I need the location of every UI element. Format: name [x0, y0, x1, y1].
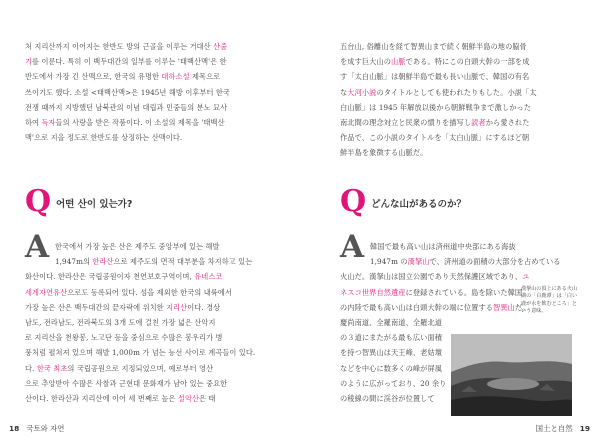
right-footer: [536, 423, 590, 434]
right-answer-line-3: 火山だ。漢拏山は国立公園であり天然保護区域であり、ユ: [340, 272, 530, 282]
left-answer-line-4: 세계자연유산으로도 등록되어 있다. 섬을 제외한 한국의 내륙에서: [25, 287, 232, 297]
left-answer-line-8: 풍처럼 펼쳐져 있으며 해발 1,000m 가 넘는 능선 사이로 계곡들이 있다.: [25, 348, 256, 358]
right-question-text: どんな山があるのか？: [371, 199, 467, 210]
right-answer-line-8: を持つ智異山は天王峰、老姑壇: [340, 348, 443, 358]
right-intro-line-8: 鮮半島を象徴する山脈だ。: [340, 148, 428, 158]
left-question-text: 어떤 산이 있는가?: [56, 199, 133, 210]
left-answer-line-3: 화산이다. 한라산은 국립공원이자 천연보호구역이며, 유네스코: [25, 272, 223, 282]
photo-caption: 漢拏山の頂上にある火山湖の「白鹿潭」は「白い鹿が水を飲むところ」という意味。: [521, 286, 578, 314]
left-intro-line-5: 전쟁 때까지 지방했던 남북관의 이념 대립과 민중들의 분노 묘사: [25, 102, 228, 112]
left-intro-line-6: 하여 독자들의 사랑을 받은 작품이다. 이 소설의 제목을 '태백산: [25, 118, 225, 128]
left-answer-line-11: 산이다. 한라산과 지리산에 이어 세 번째로 높은 설악산은 태: [25, 394, 216, 404]
left-answer-line-1: 한국에서 가장 높은 산은 제주도 중앙부에 있는 해발: [55, 242, 220, 251]
left-answer-line-10: 으로 추앙받아 수많은 사찰과 근현대 문화재가 남아 있는 중요한: [25, 378, 228, 388]
left-page-number: 18: [9, 424, 20, 433]
right-intro-line-5: 白山脈」は 1945 年解放以後から朝鮮戦争まで激しかった: [340, 102, 532, 112]
left-answer-paragraph: [25, 239, 277, 406]
right-answer-line-9: などを中心に数多くの峰が屏風: [340, 363, 443, 373]
right-intro-line-4: な大河小説のタイトルとしても使われたりもした。小説「太: [340, 87, 537, 97]
left-answer-line-7: 로 지리산을 천왕봉, 노고단 등을 중심으로 수많은 봉우리가 병: [25, 333, 223, 343]
right-intro-line-1: 五台山, 俗離山を経て智異山まで続く朝鮮半島の地の脇骨: [340, 42, 527, 51]
left-intro-line-2: 기를 이룬다. 특히 이 백두대간의 일부를 이루는 '태백산맥'은 한: [25, 57, 227, 67]
left-answer-a-letter: A: [25, 229, 50, 265]
left-intro-line-7: 맥'으로 지을 정도로 한반도를 상징하는 산맥이다.: [25, 133, 183, 143]
right-page-number: 19: [579, 424, 590, 433]
left-intro-line-3: 반도에서 가장 긴 산맥으로, 한국의 유명한 대하소설 제목으로: [25, 72, 221, 82]
crater-landscape-image: [451, 334, 572, 416]
left-footer: [9, 423, 64, 434]
right-intro-line-2: を成す巨大山の山脈である。特にこの白頭大幹の一部を成: [340, 57, 530, 67]
right-running-title: 国土と自然: [535, 424, 573, 433]
right-answer-line-5: の内陸で最も高い山は白頭大幹の端に位置する智異山だ。: [340, 302, 530, 312]
right-answer-line-11: の稜線の間に渓谷が位置して: [340, 394, 435, 404]
right-answer-line-4: ネスコ世界自然遺産に登録されている。島を除いた韓国: [340, 287, 523, 297]
right-answer-a-letter: A: [340, 229, 365, 265]
right-intro-line-7: 作品で、この小説のタイトルを「太白山脈」にするほど朝: [340, 133, 530, 143]
right-answer-line-6: 慶尚南道、全羅南道、全羅北道: [340, 318, 443, 328]
question-q-letter: Q: [25, 184, 52, 219]
left-running-title: 국토와 자연: [26, 424, 65, 433]
right-intro-paragraph: [340, 39, 582, 161]
right-answer-line-10: のように広がっており、20 余り: [340, 378, 447, 388]
right-intro-line-3: す「太白山脈」は朝鮮半島で最も長い山脈で、韓国の有名: [340, 72, 530, 82]
right-question-heading: [340, 184, 582, 219]
left-intro-paragraph: [25, 39, 277, 145]
left-intro-line-4: 쓰이기도 했다. 소설 <태백산맥>은 1945년 해방 이후부터 한국: [25, 87, 230, 97]
left-question-heading: [25, 184, 277, 219]
right-answer-line-1: 韓国で最も高い山は済州道中央部にある海抜: [370, 242, 516, 251]
left-answer-line-2: 1,947m의 한라산으로 제주도의 면적 대부분을 차지하고 있는: [55, 257, 253, 267]
left-answer-line-5: 가장 높은 산은 백두대간의 끝자락에 위치한 지리산이다. 경상: [25, 302, 221, 312]
left-intro-line-1: 처 지리산까지 이어지는 한반도 방의 근골을 이루는 거대산 산줄: [25, 42, 228, 51]
right-answer-line-7: の３道にまたがる最も広い面積: [340, 333, 443, 343]
baengnokdam-crater-photo: [451, 334, 572, 416]
left-answer-line-9: 다. 한국 최초의 국립공원으로 지정되었으며, 예로부터 영산: [25, 363, 214, 373]
right-answer-line-2: 1,947m の漢拏山で、済州道の面積の大部分を占めている: [370, 257, 561, 267]
right-intro-line-6: 南北間の理念対立と民衆の憤りを描写し読者から愛された: [340, 118, 530, 128]
left-answer-line-6: 남도, 전라남도, 전라북도의 3개 도에 걸친 가장 넓은 산악지: [25, 318, 216, 328]
question-q-letter: Q: [340, 184, 367, 219]
right-page: [300, 0, 600, 440]
